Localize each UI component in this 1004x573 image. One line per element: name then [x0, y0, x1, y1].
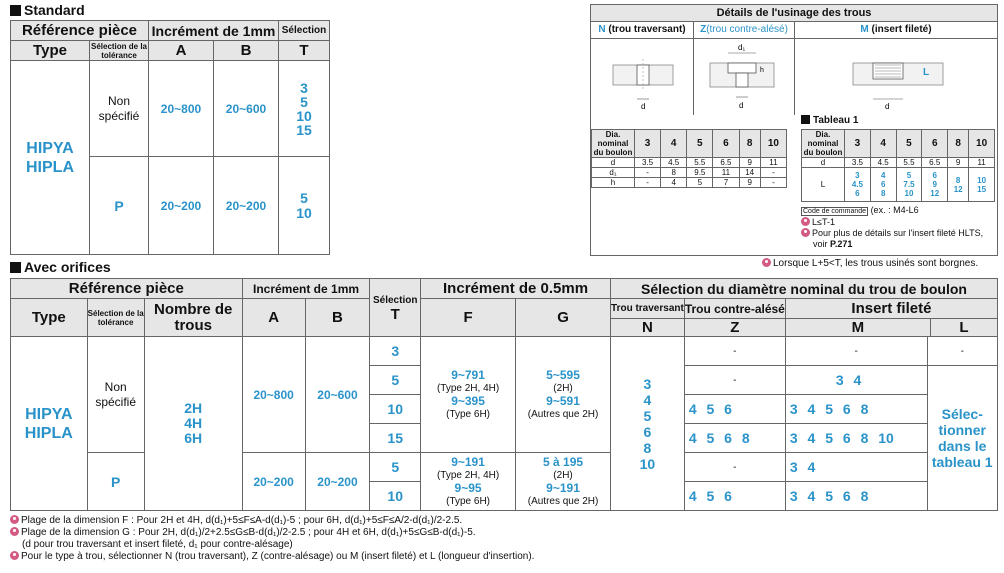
orif-N-values: 3 4 5 6 8 10: [611, 337, 685, 511]
cell: -: [635, 168, 661, 178]
orifices-title: Avec orifices: [10, 259, 111, 275]
cell: 3.5: [635, 158, 661, 168]
orifices-table: [10, 278, 998, 511]
orif-M: -: [785, 337, 927, 366]
orif-col-B: B: [305, 299, 370, 337]
std-T-1: 5 10: [279, 157, 330, 255]
t1-size: 4: [870, 130, 896, 158]
orif-M: 3 4 5 6 8: [785, 395, 927, 424]
left-size: 8: [739, 130, 760, 158]
left-size: 3: [635, 130, 661, 158]
std-selection: Sélection: [279, 21, 330, 41]
left-size: 10: [760, 130, 786, 158]
note-bullet-icon: [10, 551, 19, 560]
note-line: (d pour trou traversant et insert fileté, d₁ pour contre-alésage): [22, 539, 293, 550]
cell: 5.5: [896, 158, 922, 168]
cell: -: [635, 178, 661, 188]
t1-size: 8: [948, 130, 969, 158]
std-tol-P: P: [90, 157, 149, 255]
note-bullet-icon: [762, 258, 771, 267]
t1-row-d: [802, 158, 995, 168]
left-size: 6: [713, 130, 739, 158]
orif-M: 3 4 5 6 8: [785, 482, 927, 511]
orif-col-N: Trou traversant N: [611, 299, 685, 337]
orif-col-Z: Trou contre-alésé Z: [684, 299, 785, 337]
orif-col-F: F: [421, 299, 516, 337]
std-tol-nonspec: Non spécifié: [90, 61, 149, 157]
orif-type-label: Type: [11, 299, 88, 337]
cell: 6.5: [922, 158, 948, 168]
orif-nombre-values: 2H 4H 6H: [144, 337, 242, 511]
row-label: h: [592, 178, 635, 188]
std-col-A: A: [149, 41, 214, 61]
left-size: 4: [661, 130, 687, 158]
std-increment: Incrément de 1mm: [149, 21, 279, 41]
order-code-badge: Code de commande: [803, 208, 867, 215]
left-row-d: [592, 158, 787, 168]
orif-tol-P: P: [87, 453, 144, 511]
cell: 7: [713, 178, 739, 188]
tableau1-table: [801, 129, 995, 202]
svg-text:L: L: [923, 67, 930, 78]
cell: -: [760, 178, 786, 188]
cell: 4.5: [870, 158, 896, 168]
standard-title: Standard: [10, 2, 85, 18]
orif-col-A: A: [242, 299, 305, 337]
diagram-counterbore: [694, 39, 795, 115]
cell: 9: [948, 158, 969, 168]
left-row-h: [592, 178, 787, 188]
cell: 11: [713, 168, 739, 178]
cell: 8 12: [948, 168, 969, 202]
orif-A-0: 20~800: [242, 337, 305, 453]
orif-M: 3 4: [785, 366, 927, 395]
cell: 6.5: [713, 158, 739, 168]
std-A-0: 20~800: [149, 61, 214, 157]
cell: 11: [760, 158, 786, 168]
orif-dia-selection: Sélection du diamètre nominal du trou de boulon: [611, 279, 998, 299]
orif-tol-nonspec: Non spécifié: [87, 337, 144, 453]
orif-selection-T: Sélection T: [370, 279, 421, 337]
row-label: L: [802, 168, 845, 202]
std-T-0: 3 5 10 15: [279, 61, 330, 157]
orif-ref-piece: Référence pièce: [11, 279, 243, 299]
orif-F-1: 9~191 (Type 2H, 4H) 9~95 (Type 6H): [421, 453, 516, 511]
diagram-through-hole: [591, 39, 694, 115]
std-tol-label: Sélection de la tolérance: [90, 41, 148, 60]
orif-Z: 4 5 6: [684, 395, 785, 424]
orif-Z: -: [684, 337, 785, 366]
orif-Z: -: [684, 453, 785, 482]
svg-text:d₁: d₁: [738, 43, 746, 52]
machining-footnote: Lorsque L+5<T, les trous usinés sont borgnes.: [762, 258, 978, 270]
svg-text:d: d: [641, 102, 646, 111]
orif-tol-label: Sélection de la tolérance: [87, 299, 144, 337]
orif-col-insert: Insert fileté M L: [785, 299, 997, 337]
cell: 8: [661, 168, 687, 178]
orif-increment-1: Incrément de 1mm: [242, 279, 370, 299]
orif-increment-05: Incrément de 0.5mm: [421, 279, 611, 299]
cell: 6 9 12: [922, 168, 948, 202]
orif-L-select: Sélec- tionner dans le tableau 1: [927, 366, 998, 511]
row-label: d: [802, 158, 845, 168]
std-col-B: B: [214, 41, 279, 61]
cell: 5 7.5 10: [896, 168, 922, 202]
machining-col-Z: Z(trou contre-alésé): [694, 22, 795, 38]
machining-title: Détails de l'usinage des trous: [591, 5, 997, 22]
cell: 5.5: [687, 158, 713, 168]
note-line: Plage de la dimension F : Pour 2H et 4H, d(d₁)+5≤F≤A-d(d₁)-5 ; pour 6H, d(d₁)+5≤F≤A/2-d(d₁)/2-2.5.: [10, 515, 534, 527]
left-table-header: Dia. nominal du boulon: [592, 130, 635, 158]
orif-B-0: 20~600: [305, 337, 370, 453]
svg-text:d: d: [885, 102, 890, 111]
standard-table: [10, 20, 330, 255]
std-B-1: 20~200: [214, 157, 279, 255]
row-label: d₁: [592, 168, 635, 178]
left-row-d1: [592, 168, 787, 178]
diagram-threaded-insert: [795, 39, 997, 115]
std-B-0: 20~600: [214, 61, 279, 157]
cell: 3 4.5 6: [845, 168, 871, 202]
orif-M: 3 4 5 6 8 10: [785, 424, 927, 453]
orif-T: 10: [370, 482, 421, 511]
orif-L: -: [927, 337, 998, 366]
orif-G-1: 5 à 195 (2H) 9~191 (Autres que 2H): [516, 453, 611, 511]
cell: 9.5: [687, 168, 713, 178]
cell: 11: [969, 158, 995, 168]
note-line: Pour le type à trou, sélectionner N (trou traversant), Z (contre-alésage) ou M (insert fileté) et L (longueur d'insertion).: [10, 551, 534, 563]
tableau1-title: Tableau 1: [801, 115, 858, 126]
svg-text:h: h: [760, 67, 764, 74]
orif-T: 5: [370, 453, 421, 482]
note-bullet-icon: [801, 217, 810, 226]
note-bullet-icon: [10, 515, 19, 524]
t1-size: 5: [896, 130, 922, 158]
tableau1-notes: Code de commande (ex. : M4-L6 L≤T-1 Pour plus de détails sur l'insert fileté HLTS, voir P.271: [803, 205, 984, 249]
machining-col-N: N (trou traversant): [591, 22, 694, 38]
std-type-names: HIPYA HIPLA: [11, 61, 90, 255]
cell: 4 6 8: [870, 168, 896, 202]
orif-Z: 4 5 6: [684, 482, 785, 511]
svg-text:d: d: [739, 101, 744, 110]
t1-size: 6: [922, 130, 948, 158]
note-bullet-icon: [10, 527, 19, 536]
row-label: d: [592, 158, 635, 168]
orif-T: 3: [370, 337, 421, 366]
page-ref-link[interactable]: P.271: [830, 239, 853, 249]
note-line: Plage de la dimension G : Pour 2H, d(d₁)/2+2.5≤G≤B-d(d₁)/2-2.5 ; pour 4H et 6H, d(d₁)+5≤G≤B-d(d₁)-5.: [10, 527, 534, 539]
cell: -: [760, 168, 786, 178]
std-type-label: Type: [11, 41, 90, 61]
left-size: 5: [687, 130, 713, 158]
orif-Z: 4 5 6 8: [684, 424, 785, 453]
t1-row-L: [802, 168, 995, 202]
machining-col-M: M (insert fileté): [860, 24, 932, 35]
orif-A-1: 20~200: [242, 453, 305, 511]
machining-panel: [590, 4, 998, 256]
std-A-1: 20~200: [149, 157, 214, 255]
cell: 3.5: [845, 158, 871, 168]
note-bullet-icon: [801, 228, 810, 237]
orif-T: 5: [370, 366, 421, 395]
orif-T: 10: [370, 395, 421, 424]
cell: 14: [739, 168, 760, 178]
notes-block: [10, 515, 534, 563]
t1-size: 3: [845, 130, 871, 158]
std-ref-piece: Référence pièce: [11, 21, 149, 41]
std-col-T: T: [279, 41, 330, 61]
cell: 9: [739, 178, 760, 188]
orif-nombre-trous: Nombre de trous: [144, 299, 242, 337]
machining-left-table: [591, 129, 787, 188]
cell: 4.5: [661, 158, 687, 168]
t1-size: 10: [969, 130, 995, 158]
orif-G-0: 5~595 (2H) 9~591 (Autres que 2H): [516, 337, 611, 453]
cell: 9: [739, 158, 760, 168]
orif-Z: -: [684, 366, 785, 395]
orif-M: 3 4: [785, 453, 927, 482]
cell: 5: [687, 178, 713, 188]
orif-col-G: G: [516, 299, 611, 337]
orif-T: 15: [370, 424, 421, 453]
orif-F-0: 9~791 (Type 2H, 4H) 9~395 (Type 6H): [421, 337, 516, 453]
tableau1-header: Dia. nominal du boulon: [802, 130, 845, 158]
orif-type-names: HIPYA HIPLA: [11, 337, 88, 511]
cell: 10 15: [969, 168, 995, 202]
cell: 4: [661, 178, 687, 188]
orif-B-1: 20~200: [305, 453, 370, 511]
